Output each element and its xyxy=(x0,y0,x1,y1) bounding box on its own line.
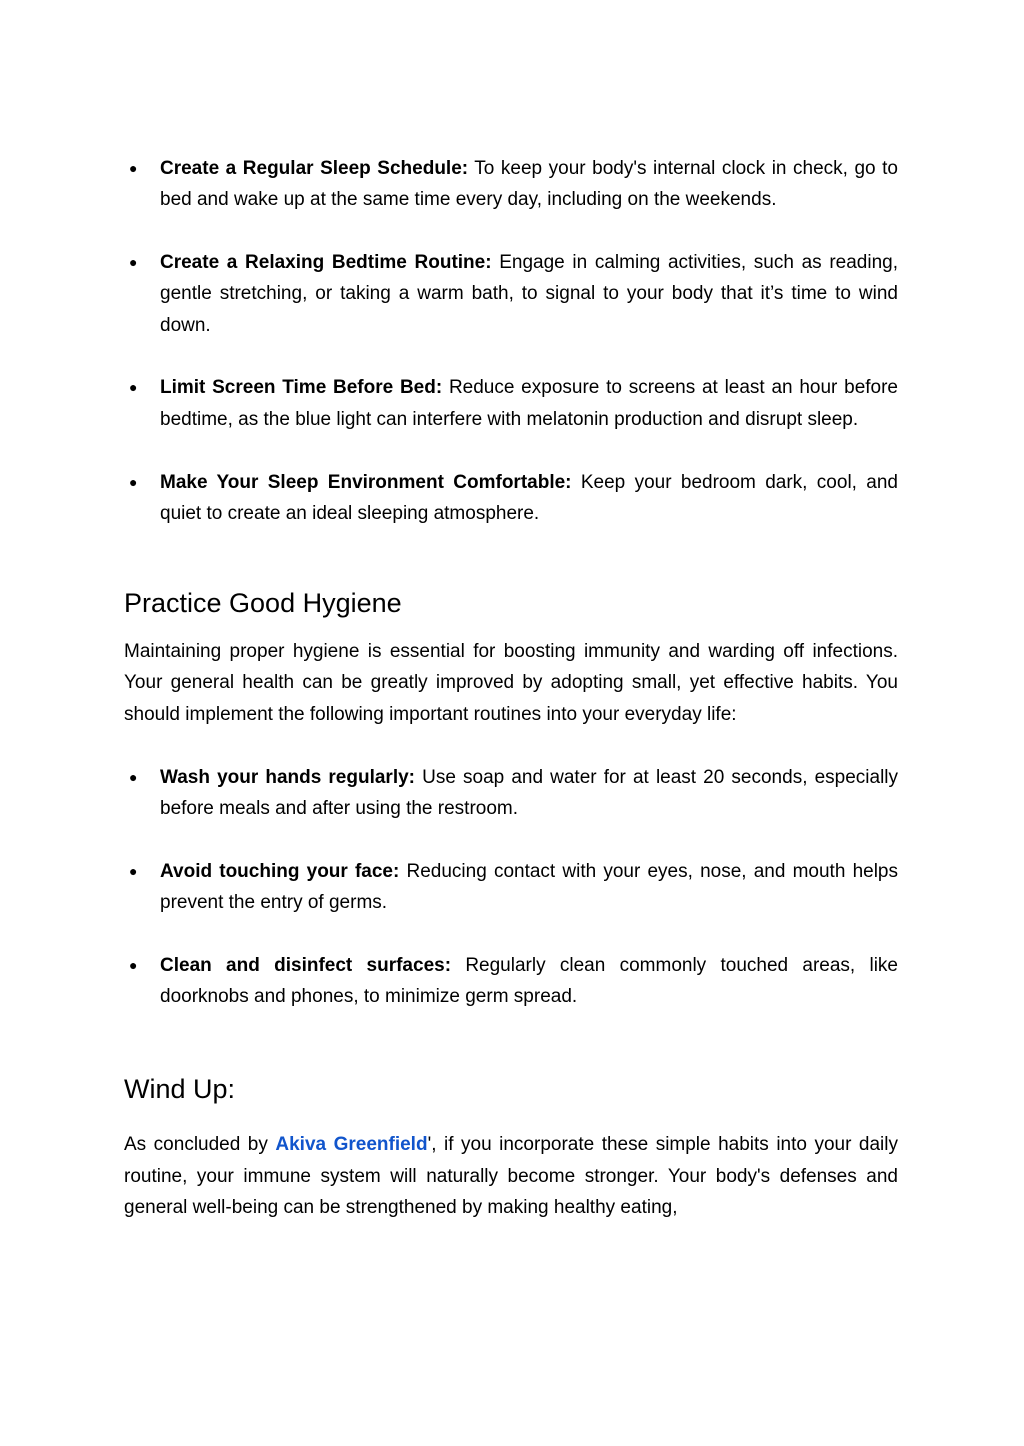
section-heading-wind-up: Wind Up: xyxy=(124,1074,236,1105)
list-item-text: Reduce exposure to screens at least an hour before bedtime, as the blue light can interfere with melatonin production and disrupt sleep. xyxy=(160,377,898,430)
list-item xyxy=(124,856,898,919)
list-item-title: Create a Relaxing Bedtime Routine: xyxy=(160,252,492,274)
wind-up-text-after: ', if you incorporate these simple habits into your daily routine, your immune system will naturally become stronger. Your body's defenses and general well-being can be strengthened by making healthy eating, xyxy=(124,1134,899,1218)
list-item xyxy=(124,247,898,341)
list-item xyxy=(124,153,898,216)
hygiene-intro-paragraph: Maintaining proper hygiene is essential for boosting immunity and warding off infections. Your general health can be greatly improved by adopting small, yet effective habits. You should implement the following important routines into your everyday life: xyxy=(124,641,898,725)
list-item-title: Clean and disinfect surfaces: xyxy=(160,954,452,976)
list-item xyxy=(124,467,898,530)
document-content xyxy=(124,153,898,1223)
list-item xyxy=(124,762,898,825)
bullet-icon: ● xyxy=(129,379,138,396)
list-item-text: Use soap and water for at least 20 seconds, especially before meals and after using the restroom. xyxy=(160,766,899,819)
list-item-title: Wash your hands regularly: xyxy=(160,766,416,788)
list-item xyxy=(124,372,898,435)
wind-up-text-before: As concluded by xyxy=(124,1134,276,1156)
list-item-text: Reducing contact with your eyes, nose, and mouth helps prevent the entry of germs. xyxy=(160,860,898,913)
bullet-icon: ● xyxy=(129,862,138,879)
hygiene-tips-list xyxy=(124,762,898,1013)
list-item xyxy=(124,950,898,1013)
author-link[interactable]: Akiva Greenfield xyxy=(275,1134,428,1156)
bullet-icon: ● xyxy=(129,473,138,490)
list-item-text: Keep your bedroom dark, cool, and quiet to create an ideal sleeping atmosphere. xyxy=(160,471,898,524)
list-item-text: Engage in calming activities, such as reading, gentle stretching, or taking a warm bath, to signal to your body that it’s time to wind down. xyxy=(160,252,898,336)
bullet-icon: ● xyxy=(129,768,138,785)
sleep-tips-list xyxy=(124,153,898,529)
list-item-text: Regularly clean commonly touched areas, like doorknobs and phones, to minimize germ spread. xyxy=(160,954,899,1008)
wind-up-paragraph xyxy=(124,1129,898,1223)
list-item-title: Limit Screen Time Before Bed: xyxy=(160,377,443,399)
bullet-icon: ● xyxy=(129,956,138,973)
section-heading-hygiene: Practice Good Hygiene xyxy=(124,588,402,619)
list-item-title: Create a Regular Sleep Schedule: xyxy=(160,158,469,179)
list-item-title: Make Your Sleep Environment Comfortable: xyxy=(160,471,572,493)
bullet-icon: ● xyxy=(129,160,138,176)
list-item-title: Avoid touching your face: xyxy=(160,860,400,882)
list-item-text: To keep your body's internal clock in check, go to bed and wake up at the same time every day, including on the weekends. xyxy=(160,158,898,211)
bullet-icon: ● xyxy=(129,254,138,271)
